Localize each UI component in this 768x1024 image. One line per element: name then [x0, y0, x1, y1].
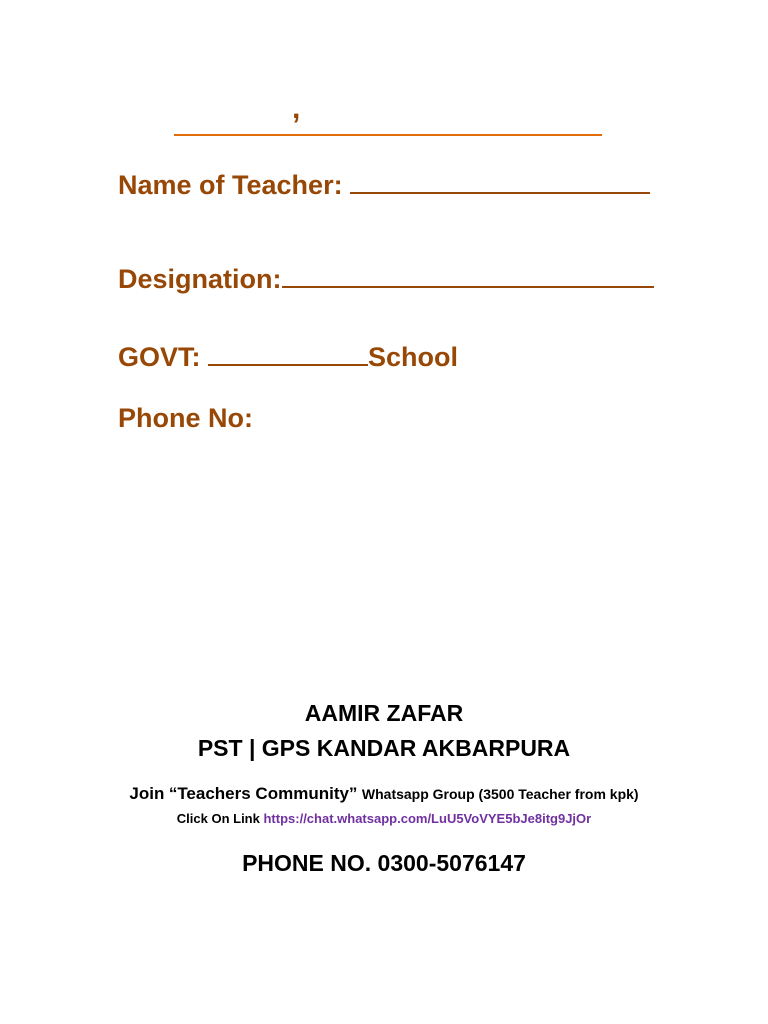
- join-text: Join: [129, 784, 165, 803]
- designation-label: Designation:: [118, 264, 282, 294]
- author-position: PST | GPS KANDAR AKBARPURA: [197, 735, 571, 761]
- school-label: School: [368, 342, 459, 372]
- header-blank-line: [174, 134, 602, 136]
- govt-label: GOVT:: [118, 342, 201, 372]
- teacher-name-label: Name of Teacher:: [118, 170, 343, 200]
- govt-school-blank: [208, 342, 368, 366]
- click-line: [0, 811, 768, 826]
- community-name: “Teachers Community”: [168, 784, 358, 803]
- whatsapp-group-text: Whatsapp Group (3500 Teacher from kpk): [361, 786, 639, 802]
- teacher-name-row: [118, 170, 650, 201]
- join-line: [0, 784, 768, 804]
- teacher-name-blank: [350, 170, 650, 194]
- contact-phone: PHONE NO. 0300-5076147: [242, 850, 526, 876]
- click-text: Click On Link: [176, 811, 260, 826]
- designation-row: [118, 264, 654, 295]
- header-comma: ,: [292, 92, 301, 125]
- author-name: AAMIR ZAFAR: [304, 700, 464, 726]
- designation-blank: [282, 264, 654, 288]
- phone-label: Phone No:: [118, 403, 253, 433]
- govt-school-row: [118, 342, 458, 373]
- whatsapp-link[interactable]: https://chat.whatsapp.com/LuU5VoVYE5bJe8itg9JjOr: [263, 811, 592, 826]
